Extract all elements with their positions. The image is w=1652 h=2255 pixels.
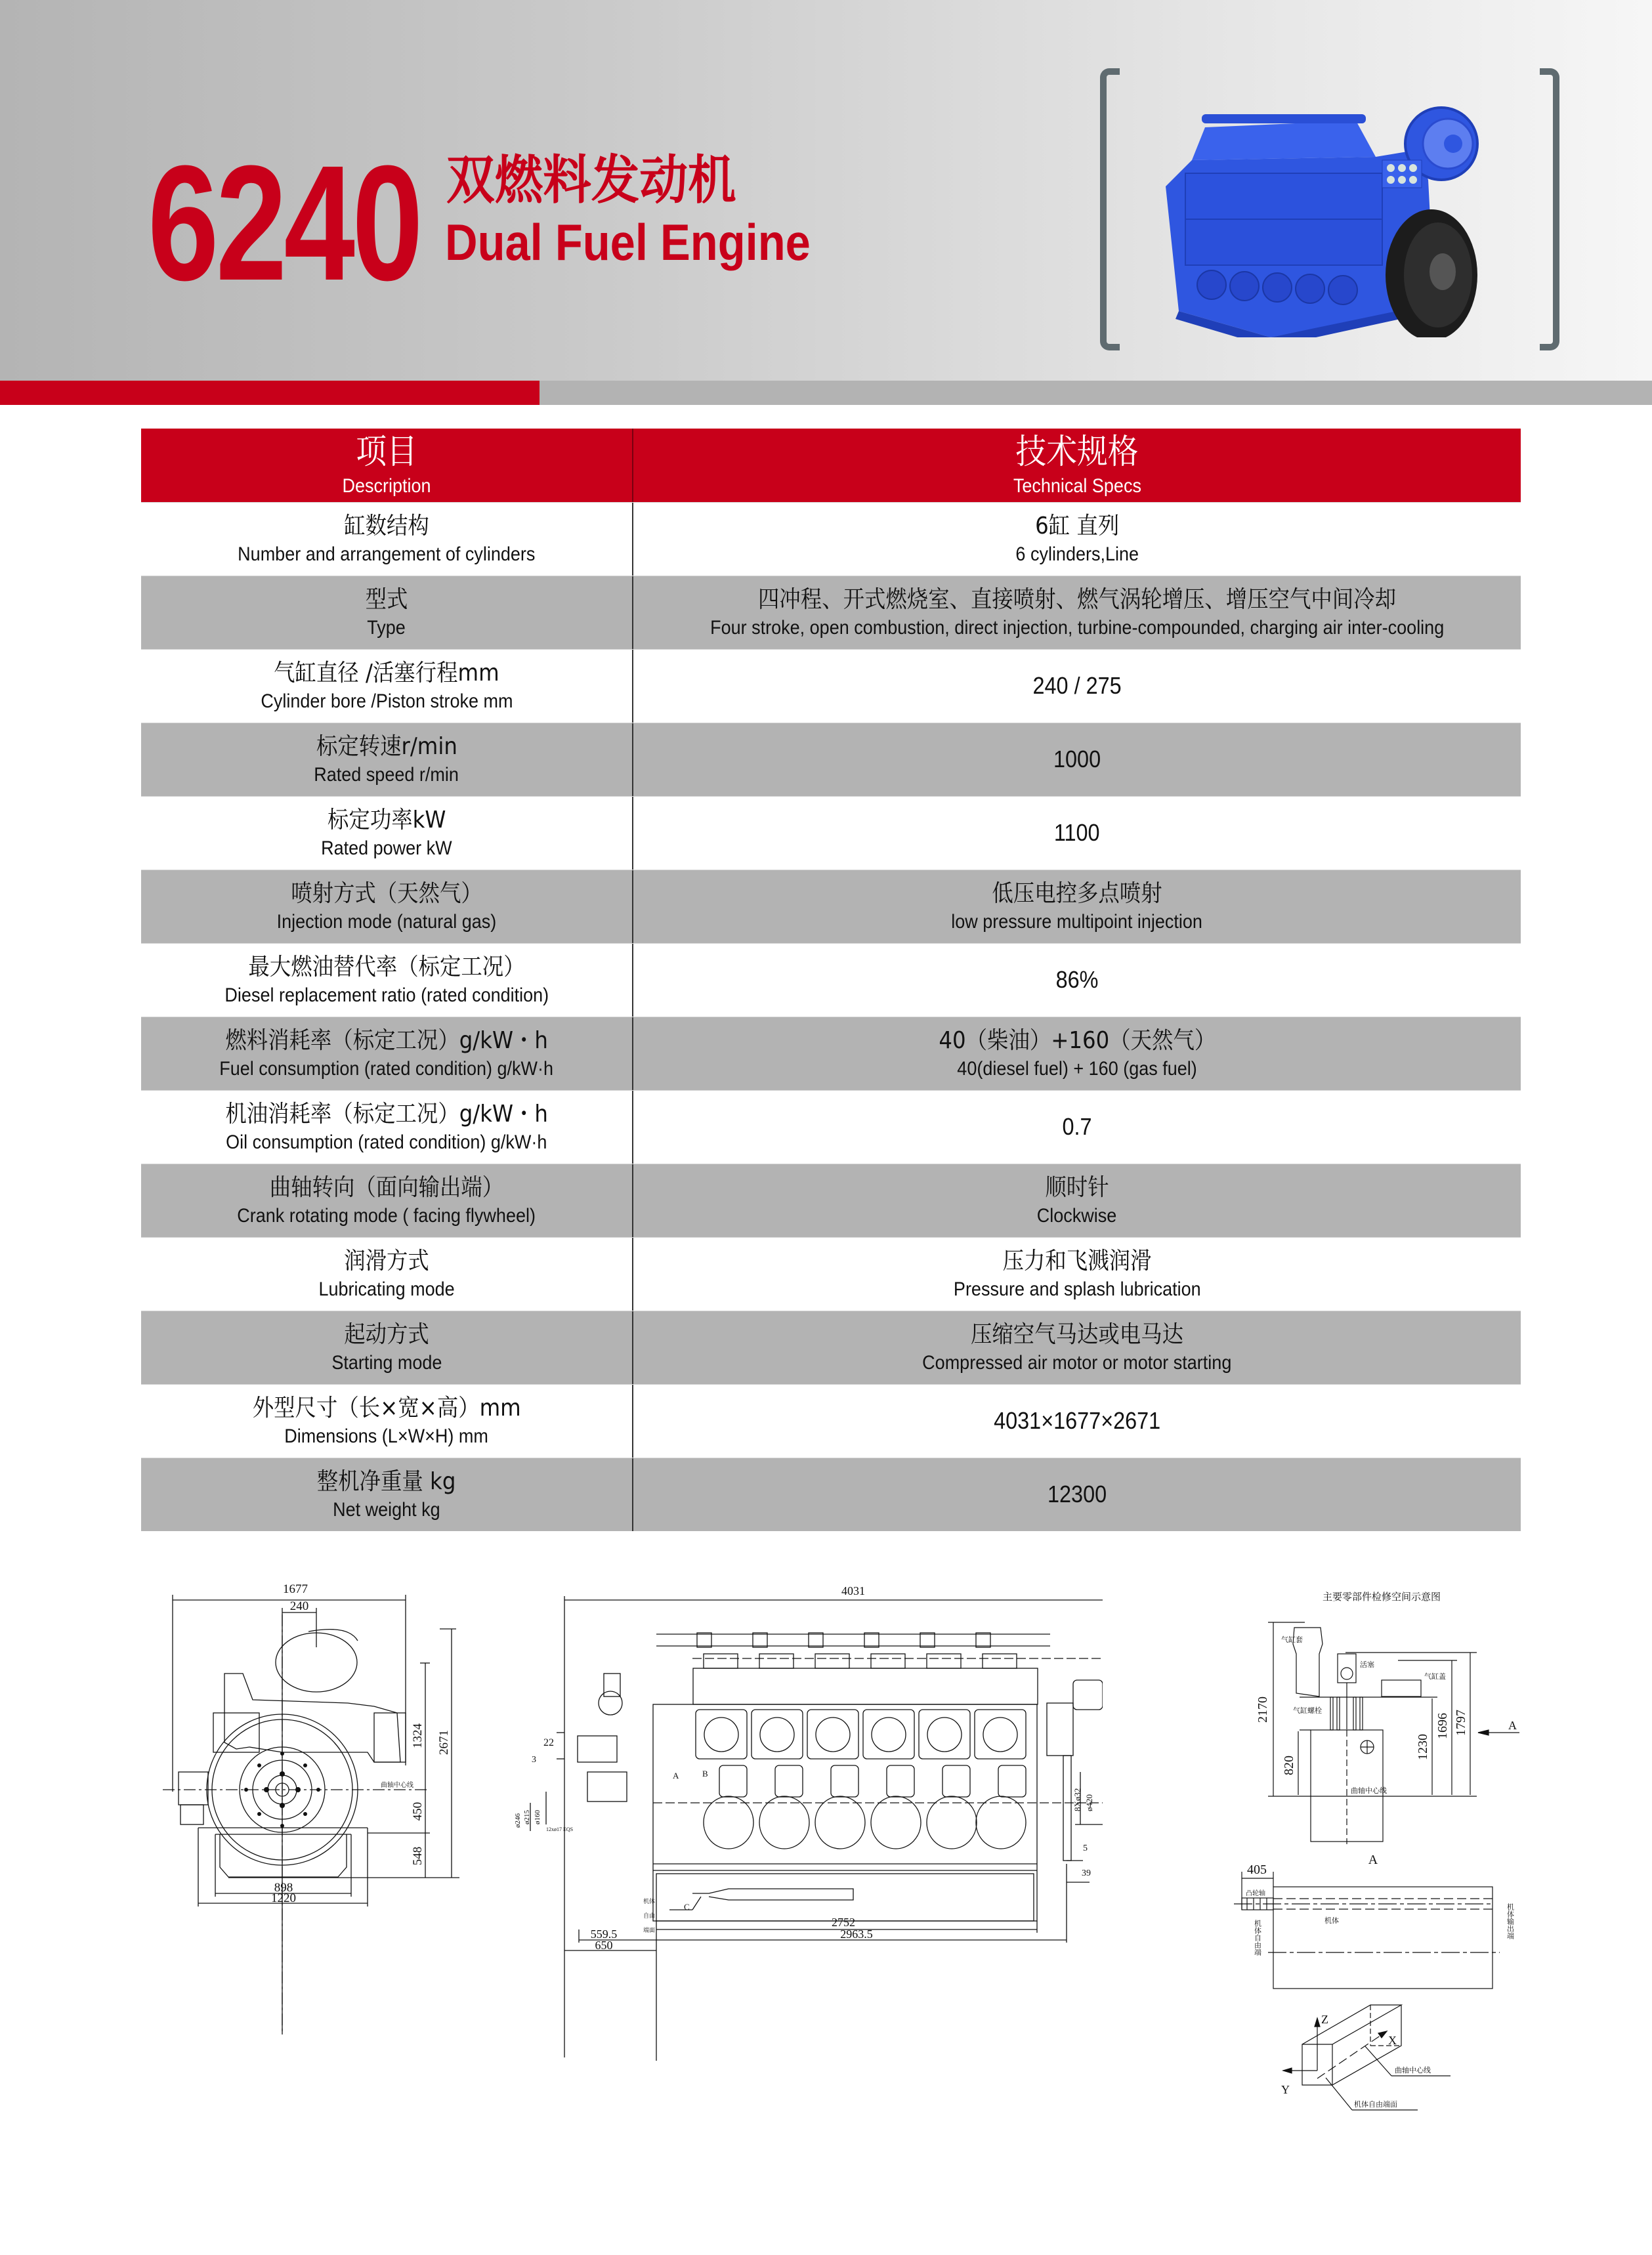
description-en: Rated speed r/min bbox=[314, 763, 459, 786]
description-cell bbox=[141, 1385, 633, 1458]
description-en: Starting mode bbox=[331, 1351, 442, 1374]
description-cn: 型式 bbox=[365, 585, 408, 613]
description-cell bbox=[141, 944, 633, 1017]
spec-en: 40(diesel fuel) + 160 (gas fuel) bbox=[957, 1057, 1197, 1080]
table-row bbox=[141, 1164, 1521, 1237]
spec-cn: 低压电控多点喷射 bbox=[992, 879, 1162, 907]
dim-215: ø215 bbox=[523, 1810, 531, 1824]
table-row bbox=[141, 1311, 1521, 1384]
dim-overall-height: 2671 bbox=[437, 1730, 451, 1755]
description-en: Type bbox=[367, 616, 406, 639]
engine-photo-frame bbox=[1100, 68, 1559, 350]
dim-405: 405 bbox=[1247, 1863, 1267, 1877]
spec-cell bbox=[633, 1238, 1521, 1311]
title-chinese: 双燃料发动机 bbox=[446, 150, 736, 211]
description-cell bbox=[141, 1238, 633, 1311]
label-camshaft: 凸轮轴 bbox=[1246, 1890, 1265, 1897]
dim-820: 820 bbox=[1282, 1756, 1296, 1775]
description-cn: 最大燃油替代率（标定工况） bbox=[248, 953, 525, 980]
dim-height-above-crank: 1324 bbox=[411, 1723, 425, 1748]
table-body bbox=[141, 502, 1521, 1531]
engine-photo-icon bbox=[1139, 88, 1527, 337]
description-cell bbox=[141, 1017, 633, 1090]
dim-420: ø420 bbox=[1084, 1794, 1094, 1811]
description-en: Oil consumption (rated condition) g/kW·h bbox=[226, 1131, 547, 1153]
description-cell bbox=[141, 1311, 633, 1384]
description-cn: 燃料消耗率（标定工况）g/kW・h bbox=[225, 1026, 548, 1054]
dim-inner-base: 898 bbox=[274, 1881, 293, 1895]
label-crank-centerline: 曲轴中心线 bbox=[1351, 1786, 1387, 1795]
description-cell bbox=[141, 1164, 633, 1237]
label-block: 机体 bbox=[1324, 1916, 1339, 1925]
description-cn: 外型尺寸（长×宽×高）mm bbox=[252, 1394, 521, 1422]
description-en: Crank rotating mode ( facing flywheel) bbox=[237, 1204, 536, 1227]
spec-cn: 顺时针 bbox=[1045, 1173, 1109, 1201]
table-row bbox=[141, 943, 1521, 1017]
dim-foot-to-base: 548 bbox=[411, 1846, 425, 1866]
label-free-end-3: 端面 bbox=[643, 1928, 656, 1934]
header-specs bbox=[633, 429, 1521, 502]
table-row bbox=[141, 502, 1521, 576]
spec-cn: 压缩空气马达或电马达 bbox=[970, 1320, 1183, 1348]
table-row bbox=[141, 1384, 1521, 1458]
dim-1696: 1696 bbox=[1435, 1713, 1450, 1739]
label-liner: 气缸套 bbox=[1281, 1635, 1303, 1644]
spec-cn: 压力和飞溅润滑 bbox=[1002, 1247, 1152, 1275]
dim-block-length: 2752 bbox=[832, 1916, 855, 1929]
header-description bbox=[141, 429, 633, 502]
dim-1230: 1230 bbox=[1416, 1734, 1430, 1760]
table-row bbox=[141, 870, 1521, 943]
description-cn: 标定转速r/min bbox=[316, 732, 457, 760]
label-cylinder-bolt: 气缸螺栓 bbox=[1293, 1706, 1322, 1715]
table-row bbox=[141, 723, 1521, 796]
spec-cn: 0.7 bbox=[1062, 1113, 1092, 1141]
spec-cn: 12300 bbox=[1047, 1481, 1107, 1508]
spec-cell bbox=[633, 650, 1521, 723]
spec-cell bbox=[633, 944, 1521, 1017]
description-en: Dimensions (L×W×H) mm bbox=[284, 1425, 489, 1447]
spec-cell bbox=[633, 870, 1521, 943]
spec-cell bbox=[633, 1458, 1521, 1531]
spec-cell bbox=[633, 797, 1521, 870]
dim-160: ø160 bbox=[534, 1810, 541, 1824]
spec-cell bbox=[633, 1311, 1521, 1384]
axis-y-label: Y bbox=[1281, 2083, 1290, 2096]
description-en: Rated power kW bbox=[321, 837, 452, 859]
label-free-end-face: 机体自由端面 bbox=[1354, 2100, 1397, 2109]
crank-centerline-label: 曲轴中心线 bbox=[381, 1782, 413, 1789]
label-cylinder-head: 气缸盖 bbox=[1424, 1672, 1446, 1681]
description-cell bbox=[141, 576, 633, 649]
dim-5: 5 bbox=[1083, 1844, 1088, 1853]
spec-cell bbox=[633, 723, 1521, 796]
spec-cn: 1100 bbox=[1054, 819, 1100, 847]
view-arrow-a: A bbox=[1508, 1719, 1517, 1732]
title-english: Dual Fuel Engine bbox=[445, 213, 811, 271]
spec-table bbox=[141, 429, 1521, 1531]
description-en: Injection mode (natural gas) bbox=[276, 910, 497, 933]
dim-overall-length: 4031 bbox=[841, 1584, 865, 1597]
label-output-end: 机体输出端 bbox=[1506, 1903, 1515, 1939]
spec-en: Compressed air motor or motor starting bbox=[922, 1351, 1232, 1374]
description-cn: 标定功率kW bbox=[327, 806, 446, 833]
plan-view-svg bbox=[1221, 1838, 1536, 2120]
spec-cn: 4031×1677×2671 bbox=[993, 1407, 1161, 1435]
spec-cell bbox=[633, 1091, 1521, 1164]
maintenance-space-svg bbox=[1247, 1569, 1542, 1844]
dim-overall-width: 1677 bbox=[283, 1582, 308, 1596]
label-free-end-1: 机体 bbox=[643, 1899, 656, 1905]
front-view-drawing bbox=[151, 1575, 492, 2074]
description-cn: 润滑方式 bbox=[344, 1247, 429, 1275]
table-row bbox=[141, 1090, 1521, 1164]
dim-3: 3 bbox=[532, 1755, 536, 1765]
description-cell bbox=[141, 1458, 633, 1531]
dim-246: ø246 bbox=[514, 1813, 522, 1828]
spec-en: Pressure and splash lubrication bbox=[953, 1278, 1201, 1300]
description-en: Cylinder bore /Piston stroke mm bbox=[260, 690, 513, 712]
description-cell bbox=[141, 723, 633, 796]
table-row bbox=[141, 649, 1521, 723]
description-cn: 机油消耗率（标定工况）g/kW・h bbox=[225, 1100, 548, 1128]
label-a: A bbox=[673, 1771, 679, 1781]
front-view-svg bbox=[151, 1575, 492, 2074]
label-c: C bbox=[684, 1902, 690, 1912]
accent-stripe-gray bbox=[540, 381, 1652, 405]
spec-cell bbox=[633, 576, 1521, 649]
description-en: Net weight kg bbox=[333, 1498, 440, 1521]
description-cell bbox=[141, 503, 633, 576]
spec-cn: 86% bbox=[1055, 966, 1099, 994]
axis-z-label: Z bbox=[1321, 2013, 1328, 2026]
label-free-end-2: 自由 bbox=[643, 1913, 656, 1920]
spec-en: 6 cylinders,Line bbox=[1015, 543, 1139, 565]
description-cn: 曲轴转向（面向输出端） bbox=[269, 1173, 504, 1201]
description-cell bbox=[141, 650, 633, 723]
header-description-cn: 项目 bbox=[356, 432, 417, 473]
label-crank-centerline-axis: 曲轴中心线 bbox=[1395, 2066, 1431, 2075]
table-row bbox=[141, 796, 1521, 870]
dim-length-to-flange: 2963.5 bbox=[840, 1928, 873, 1941]
description-en: Number and arrangement of cylinders bbox=[238, 543, 536, 565]
dim-bore: 240 bbox=[289, 1599, 309, 1613]
description-cn: 缸数结构 bbox=[344, 512, 429, 539]
dim-bolt-holes-flywheel: 8Xø32 bbox=[1072, 1788, 1082, 1811]
label-b: B bbox=[702, 1769, 708, 1779]
spec-cn: 6缸 直列 bbox=[1034, 512, 1120, 539]
header-specs-cn: 技术规格 bbox=[1015, 432, 1139, 473]
spec-en: Clockwise bbox=[1037, 1204, 1117, 1227]
side-view-svg bbox=[512, 1575, 1103, 2087]
description-en: Fuel consumption (rated condition) g/kW·h bbox=[219, 1057, 554, 1080]
spec-cell bbox=[633, 1164, 1521, 1237]
description-cell bbox=[141, 1091, 633, 1164]
description-cn: 喷射方式（天然气） bbox=[291, 879, 482, 907]
description-cn: 整机净重量 kg bbox=[317, 1467, 456, 1495]
spec-cn: 240 / 275 bbox=[1032, 672, 1122, 700]
description-cn: 起动方式 bbox=[344, 1320, 429, 1348]
header-specs-en: Technical Specs bbox=[1013, 475, 1141, 497]
spec-en: Four stroke, open combustion, direct injection, turbine-compounded, charging air inter-cooling bbox=[710, 616, 1445, 639]
spec-cell bbox=[633, 1017, 1521, 1090]
dim-bolt-holes-free-end: 12xø17 EQS bbox=[546, 1826, 574, 1832]
description-en: Diesel replacement ratio (rated condition) bbox=[224, 984, 549, 1006]
dim-crank-to-foot: 450 bbox=[411, 1802, 425, 1821]
table-row bbox=[141, 1458, 1521, 1531]
header-description-en: Description bbox=[342, 475, 431, 497]
dim-free-end-total: 650 bbox=[595, 1939, 613, 1952]
maintenance-space-drawing bbox=[1247, 1569, 1542, 1844]
spec-en: low pressure multipoint injection bbox=[951, 910, 1203, 933]
plan-view-label: A bbox=[1368, 1853, 1378, 1867]
description-cell bbox=[141, 797, 633, 870]
spec-cell bbox=[633, 503, 1521, 576]
description-en: Lubricating mode bbox=[318, 1278, 455, 1300]
spec-cn: 1000 bbox=[1053, 746, 1101, 773]
dim-22: 22 bbox=[543, 1737, 554, 1748]
label-piston: 活塞 bbox=[1360, 1660, 1374, 1669]
plan-view-drawing bbox=[1221, 1838, 1536, 2120]
dim-2170: 2170 bbox=[1256, 1697, 1270, 1723]
description-cn: 气缸直径 /活塞行程mm bbox=[274, 659, 499, 686]
table-row bbox=[141, 1237, 1521, 1311]
table-row bbox=[141, 576, 1521, 649]
description-cell bbox=[141, 870, 633, 943]
spec-cn: 四冲程、开式燃烧室、直接喷射、燃气涡轮增压、增压空气中间冷却 bbox=[757, 585, 1396, 613]
table-row bbox=[141, 1017, 1521, 1090]
model-number: 6240 bbox=[148, 131, 421, 314]
axis-x-label: X bbox=[1388, 2034, 1397, 2047]
side-view-drawing bbox=[512, 1575, 1103, 2087]
spec-cell bbox=[633, 1385, 1521, 1458]
dim-outer-base: 1220 bbox=[271, 1891, 296, 1905]
maintenance-title: 主要零部件检修空间示意图 bbox=[1322, 1591, 1441, 1603]
left-bracket-icon bbox=[1100, 68, 1120, 350]
dim-free-end-offset: 559.5 bbox=[590, 1928, 618, 1941]
dim-39: 39 bbox=[1082, 1868, 1091, 1878]
accent-stripe-red bbox=[0, 381, 540, 405]
right-bracket-icon bbox=[1540, 68, 1559, 350]
dim-1797: 1797 bbox=[1454, 1710, 1468, 1736]
spec-cn: 40（柴油）+160（天然气） bbox=[939, 1026, 1216, 1054]
table-header bbox=[141, 429, 1521, 502]
label-free-end: 机体自由端 bbox=[1253, 1920, 1262, 1956]
